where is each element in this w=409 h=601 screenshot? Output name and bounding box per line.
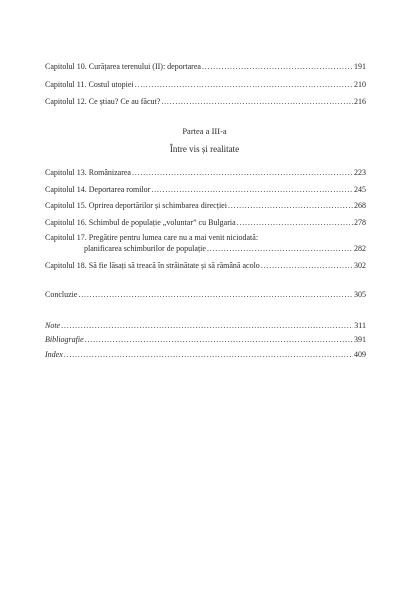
leader-dots (61, 321, 353, 331)
toc-entry-label: Capitolul 10. Curățarea terenului (II): deportarea (45, 62, 201, 71)
leader-dots (161, 97, 353, 107)
toc-page-number: 223 (354, 168, 366, 177)
leader-dots (135, 80, 353, 90)
toc-entry-index (45, 350, 366, 360)
leader-dots (202, 62, 353, 72)
toc-entry-label: Capitolul 11. Costul utopiei (45, 80, 134, 89)
toc-entry-chapter-14 (45, 185, 366, 195)
toc-entry-label: Capitolul 18. Să fie lăsați să treacă în străinătate și să rămână acolo (45, 261, 260, 270)
toc-entry-label: Capitolul 12. Ce știau? Ce au făcut? (45, 97, 161, 106)
leader-dots (261, 261, 353, 271)
part-title: Partea a III-a (182, 126, 227, 136)
toc-page-number: 305 (354, 290, 366, 299)
toc-entry-chapter-12 (45, 97, 366, 107)
toc-entry-label: Capitolul 14. Deportarea romilor (45, 185, 151, 194)
toc-entry-chapter-17 (45, 232, 366, 254)
toc-entry-chapter-18 (45, 261, 366, 271)
leader-dots (237, 218, 353, 228)
toc-page-number: 210 (354, 80, 366, 89)
toc-entry-label: Concluzie (45, 290, 78, 299)
leader-dots (151, 185, 353, 195)
toc-entry-label-continued: planificarea schimburilor de populație (84, 244, 206, 253)
toc-entry-label: Capitolul 16. Schimbul de populație „voluntar” cu Bulgaria (45, 218, 236, 227)
toc-page-number: 268 (354, 201, 366, 210)
toc-entry-chapter-11 (45, 80, 366, 90)
leader-dots (228, 201, 353, 211)
leader-dots (64, 350, 353, 360)
toc-page-number: 245 (354, 185, 366, 194)
toc-page-number: 391 (354, 335, 366, 344)
toc-entry-label: Capitolul 17. Pregătire pentru lumea care nu a mai venit niciodată: (45, 233, 259, 242)
toc-entry-label: Capitolul 15. Oprirea deportărilor și schimbarea direcției (45, 201, 227, 210)
toc-page-number: 282 (354, 244, 366, 253)
toc-entry-label: Note (45, 321, 61, 330)
toc-entry-conclusion (45, 290, 366, 300)
toc-entry-chapter-13 (45, 168, 366, 178)
leader-dots (85, 335, 353, 345)
toc-page-number: 216 (354, 97, 366, 106)
leader-dots (132, 168, 353, 178)
toc-entry-label: Index (45, 350, 63, 359)
toc-entry-chapter-15 (45, 201, 366, 211)
toc-entry-notes (45, 321, 366, 331)
leader-dots (207, 243, 353, 254)
toc-entry-bibliography (45, 335, 366, 345)
toc-page-number: 302 (354, 261, 366, 270)
toc-page-number: 409 (354, 350, 366, 359)
toc-entry-continuation (45, 243, 366, 254)
toc-page-number: 191 (354, 62, 366, 71)
leader-dots (78, 290, 353, 300)
part-subtitle: Între vis și realitate (169, 144, 240, 154)
toc-entry-chapter-10 (45, 62, 366, 72)
toc-page-number: 311 (354, 321, 366, 330)
toc-entry-chapter-16 (45, 218, 366, 228)
toc-entry-label: Bibliografie (45, 335, 84, 344)
toc-page-number: 278 (354, 218, 366, 227)
toc-entry-label: Capitolul 13. Românizarea (45, 168, 131, 177)
